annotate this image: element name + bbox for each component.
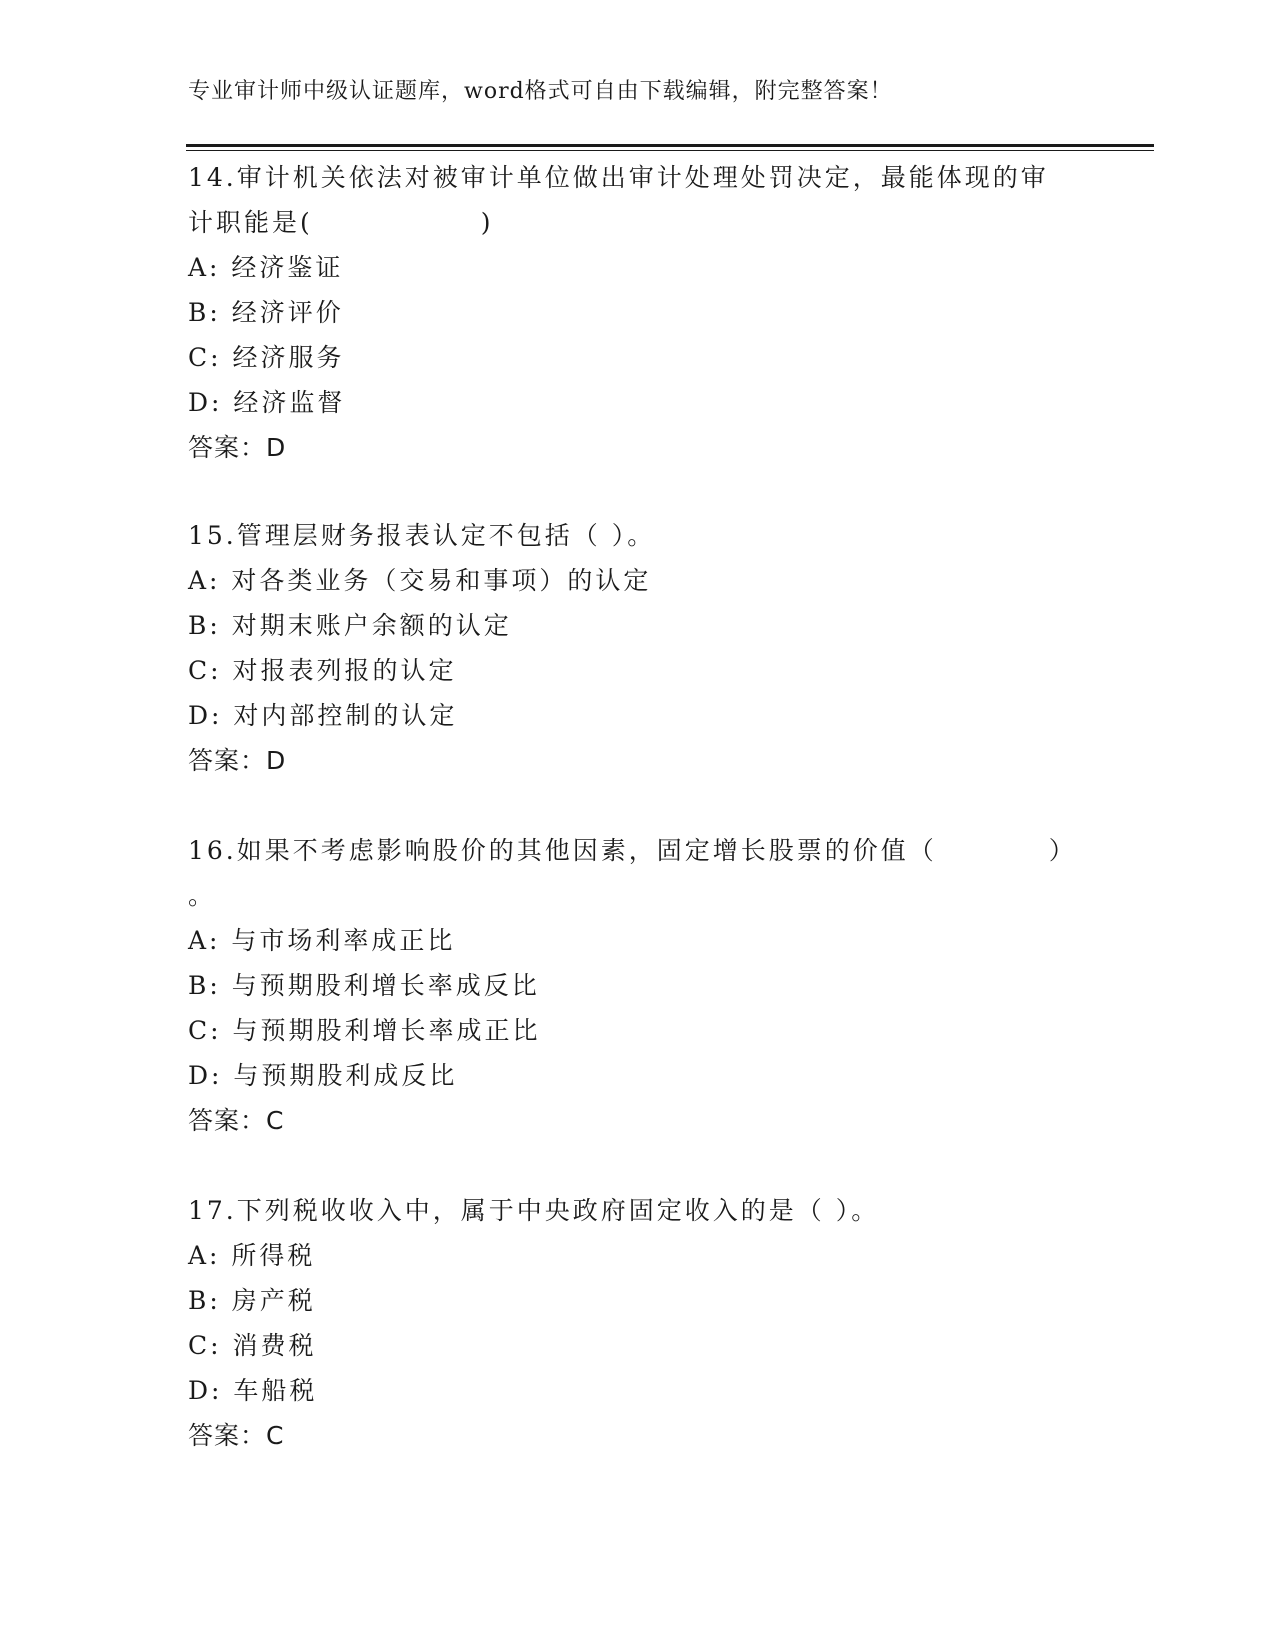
option-b: B: 经济评价 — [188, 298, 344, 327]
option-a: A: 经济鉴证 — [188, 253, 344, 282]
answer-line: 答案：D — [188, 433, 287, 462]
option-c: C: 消费税 — [188, 1331, 317, 1360]
question-16 — [188, 828, 1088, 1143]
question-stem-line: 17.下列税收收入中，属于中央政府固定收入的是（ ）。 — [188, 1196, 880, 1225]
option-a: A: 与市场利率成正比 — [188, 926, 456, 955]
header-rule-thin — [186, 150, 1154, 151]
option-c: C: 经济服务 — [188, 343, 345, 372]
option-c: C: 与预期股利增长率成正比 — [188, 1016, 541, 1045]
question-17 — [188, 1188, 1088, 1458]
option-b: B: 与预期股利增长率成反比 — [188, 971, 540, 1000]
question-14 — [188, 155, 1088, 470]
answer-line: 答案：C — [188, 1421, 285, 1450]
answer-line: 答案：D — [188, 746, 287, 775]
option-c: C: 对报表列报的认定 — [188, 656, 457, 685]
answer-line: 答案：C — [188, 1106, 285, 1135]
option-b: B: 对期末账户余额的认定 — [188, 611, 512, 640]
option-b: B: 房产税 — [188, 1286, 316, 1315]
option-d: D: 对内部控制的认定 — [188, 701, 458, 730]
option-a: A: 对各类业务（交易和事项）的认定 — [188, 566, 652, 595]
question-stem-line: 16.如果不考虑影响股价的其他因素，固定增长股票的价值（ ） — [188, 836, 1077, 865]
question-stem-line: 。 — [188, 881, 217, 910]
option-a: A: 所得税 — [188, 1241, 316, 1270]
page-header: 专业审计师中级认证题库，word格式可自由下载编辑，附完整答案！ — [188, 79, 893, 104]
question-stem-line: 14.审计机关依法对被审计单位做出审计处理处罚决定，最能体现的审 — [188, 163, 1049, 192]
option-d: D: 经济监督 — [188, 388, 346, 417]
question-stem-line: 计职能是( ) — [188, 208, 494, 237]
question-15 — [188, 513, 1088, 783]
option-d: D: 与预期股利成反比 — [188, 1061, 458, 1090]
question-stem-line: 15.管理层财务报表认定不包括（ ）。 — [188, 521, 656, 550]
option-d: D: 车船税 — [188, 1376, 318, 1405]
header-rule-thick — [186, 144, 1154, 147]
